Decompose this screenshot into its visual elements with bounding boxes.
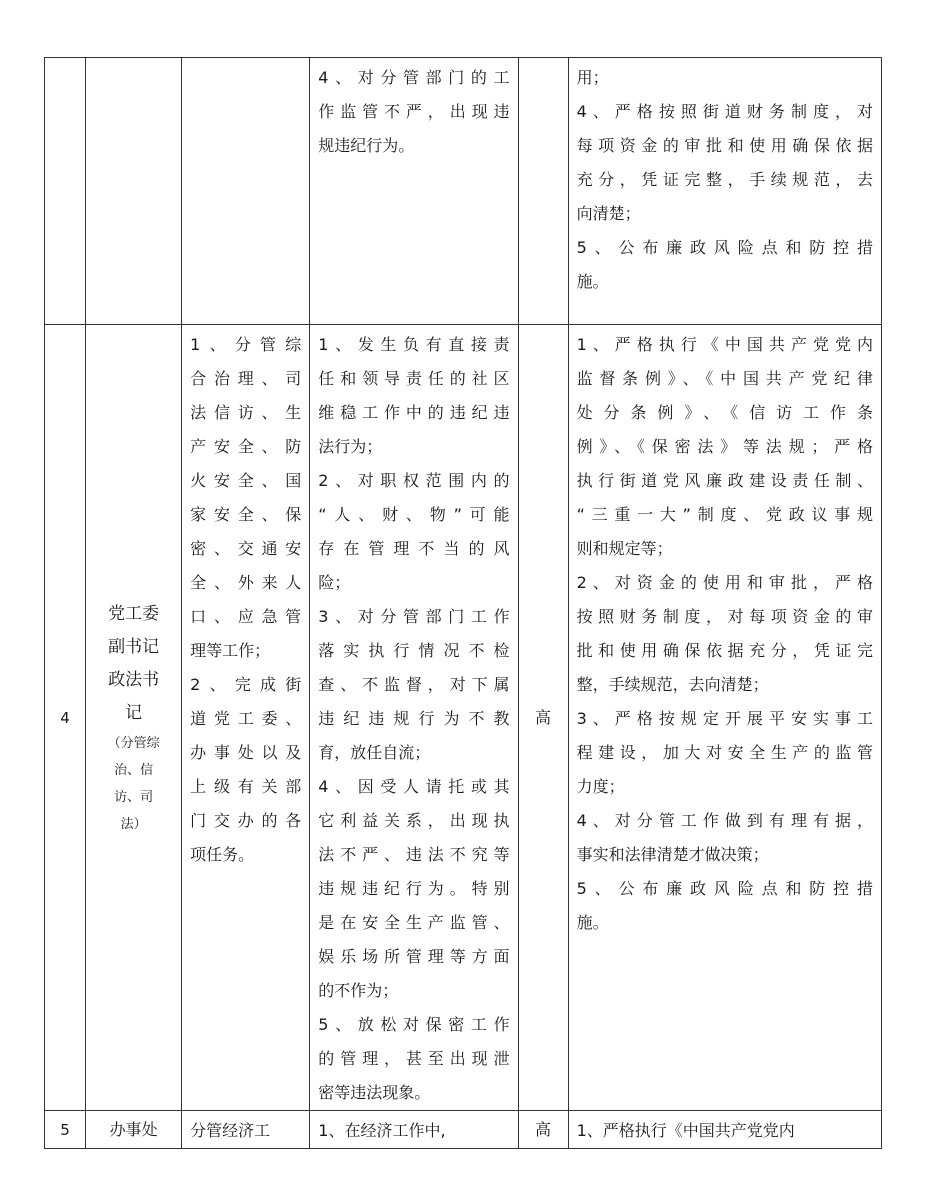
cell-text-line: 批和使用确保依据充分，凭证完: [576, 641, 873, 660]
cell-text-line: 向清楚；: [576, 204, 641, 223]
cell-text-line: 例》、《保密法》等法规；严格: [576, 437, 873, 456]
duty-cell: [182, 1111, 310, 1149]
cell-text-line: 2、对资金的使用和审批，严格: [576, 573, 873, 592]
cell-text-line: 合治理、司: [190, 369, 302, 388]
cell-text-line: 1、发生负有直接责: [318, 335, 510, 354]
cell-text-line: 娱乐场所管理等方面: [318, 947, 510, 966]
level-cell: 高: [518, 1111, 568, 1149]
cell-text-line: 事实和法律清楚才做决策；: [576, 845, 769, 864]
cell-text-line: “人、财、物”可能: [318, 505, 510, 524]
measure-cell: [568, 325, 881, 1111]
cell-text-line: 2、对职权范围内的: [318, 471, 510, 490]
cell-text-line: 维稳工作中的违纪违: [318, 403, 510, 422]
cell-text-line: 落实执行情况不检: [318, 641, 510, 660]
cell-text-line: 每项资金的审批和使用确保依据: [576, 136, 873, 155]
measure-lines: [569, 58, 881, 299]
cell-text-line: 理等工作；: [190, 641, 271, 660]
cell-text-line: 治、信: [114, 762, 154, 778]
cell-text-line: 密、交通安: [190, 539, 302, 558]
cell-text-line: 是在安全生产监管、: [318, 913, 510, 932]
cell-text-line: 执行街道党风廉政建设责任制、: [576, 471, 873, 490]
cell-text-line: 1、分管综: [190, 335, 302, 354]
cell-text-line: 5、放松对保密工作: [318, 1015, 510, 1034]
risk-cell: [310, 58, 518, 325]
cell-text-line: 监督条例》、《中国共产党纪律: [576, 369, 873, 388]
role-title: [86, 598, 181, 730]
cell-text-line: 险；: [318, 573, 351, 592]
cell-text-line: 家安全、保: [190, 505, 302, 524]
cell-text-line: 程建设，加大对安全生产的监管: [576, 743, 873, 762]
cell-text-line: 4、严格按照街道财务制度，对: [576, 102, 873, 121]
cell-text-line: 法不严、违法不究等: [318, 845, 510, 864]
duty-lines: [182, 325, 309, 872]
cell-text-line: 火安全、国: [190, 471, 302, 490]
table-row: [45, 1111, 882, 1149]
cell-text-line: 5、公布廉政风险点和防控措: [576, 238, 873, 257]
cell-text-line: 违纪违规行为不教: [318, 709, 510, 728]
cell-text-line: 存在管理不当的风: [318, 539, 510, 558]
cell-text-line: 4、对分管部门的工: [318, 68, 510, 87]
risk-control-table: [44, 57, 882, 1149]
duty-cell: [182, 325, 310, 1111]
cell-text-line: 的管理，甚至出现泄: [318, 1049, 510, 1068]
cell-text-line: 违规违纪行为。特别: [318, 879, 510, 898]
cell-text-line: 法行为；: [318, 437, 383, 456]
cell-text-line: 访、司: [114, 789, 154, 805]
cell-text-line: 上级有关部: [190, 777, 302, 796]
cell-text-line: 施。: [576, 272, 609, 291]
cell-text-line: 4、因受人请托或其: [318, 777, 510, 796]
cell-text-line: 育，放任自流；: [318, 743, 431, 762]
cell-text-line: 查、不监督，对下属: [318, 675, 510, 694]
cell-text-line: 政法书: [108, 669, 160, 690]
measure-text: 1、严格执行《中国共产党党内: [576, 1121, 795, 1140]
table-row: [45, 58, 882, 325]
cell-text-line: 的不作为；: [318, 981, 399, 1000]
cell-text-line: 1、严格执行《中国共产党党内: [576, 335, 873, 354]
cell-text-line: 任和领导责任的社区: [318, 369, 510, 388]
role-cell: [86, 325, 182, 1111]
cell-text-line: “三重一大”制度、党政议事规: [576, 505, 873, 524]
cell-text-line: 作监管不严，出现违: [318, 102, 510, 121]
cell-text-line: 密等违法现象。: [318, 1083, 431, 1102]
risk-lines: [310, 58, 517, 163]
measure-cell: [568, 1111, 881, 1149]
risk-cell: [310, 325, 518, 1111]
duty-text: 分管经济工: [190, 1121, 271, 1140]
role-cell: 办事处: [86, 1111, 182, 1149]
cell-text-line: 项任务。: [190, 845, 255, 864]
duty-cell: [182, 58, 310, 325]
cell-text-line: 2、完成街: [190, 675, 302, 694]
cell-text-line: 力度；: [576, 777, 625, 796]
cell-text-line: 3、对分管部门工作: [318, 607, 510, 626]
risk-cell: [310, 1111, 518, 1149]
table-row: [45, 325, 882, 1111]
cell-text-line: 施。: [576, 913, 609, 932]
row-number-cell: 4: [45, 325, 86, 1111]
role-note: [86, 730, 181, 838]
cell-text-line: 办事处以及: [190, 743, 302, 762]
cell-text-line: 副书记: [108, 636, 160, 657]
level-cell: 高: [518, 325, 568, 1111]
cell-text-line: 4、对分管工作做到有理有据，: [576, 811, 873, 830]
cell-text-line: 道党工委、: [190, 709, 302, 728]
cell-text-line: 按照财务制度，对每项资金的审: [576, 607, 873, 626]
cell-text-line: 产安全、防: [190, 437, 302, 456]
role-cell: [86, 58, 182, 325]
cell-text-line: 口、应急管: [190, 607, 302, 626]
measure-cell: [568, 58, 881, 325]
cell-text-line: 规违纪行为。: [318, 136, 415, 155]
cell-text-line: 用；: [576, 68, 609, 87]
cell-text-line: 3、严格按规定开展平安实事工: [576, 709, 873, 728]
cell-text-line: 党工委: [108, 603, 160, 624]
cell-text-line: 记: [125, 702, 143, 723]
cell-text-line: 法信访、生: [190, 403, 302, 422]
measure-lines: [569, 325, 881, 940]
cell-text-line: 处分条例》、《信访工作条: [576, 403, 873, 422]
cell-text-line: 法）: [120, 816, 147, 832]
cell-text-line: 整，手续规范，去向清楚；: [576, 675, 769, 694]
cell-text-line: 则和规定等；: [576, 539, 673, 558]
row-number-cell: [45, 58, 86, 325]
cell-text-line: 它利益关系，出现执: [318, 811, 510, 830]
risk-text: 1、在经济工作中,: [318, 1121, 446, 1140]
cell-text-line: 5、公布廉政风险点和防控措: [576, 879, 873, 898]
row-number-cell: 5: [45, 1111, 86, 1149]
risk-lines: [310, 325, 517, 1110]
cell-text-line: 全、外来人: [190, 573, 302, 592]
cell-text-line: 充分，凭证完整，手续规范，去: [576, 170, 873, 189]
cell-text-line: （分管综: [107, 735, 160, 751]
cell-text-line: 门交办的各: [190, 811, 302, 830]
level-cell: [518, 58, 568, 325]
